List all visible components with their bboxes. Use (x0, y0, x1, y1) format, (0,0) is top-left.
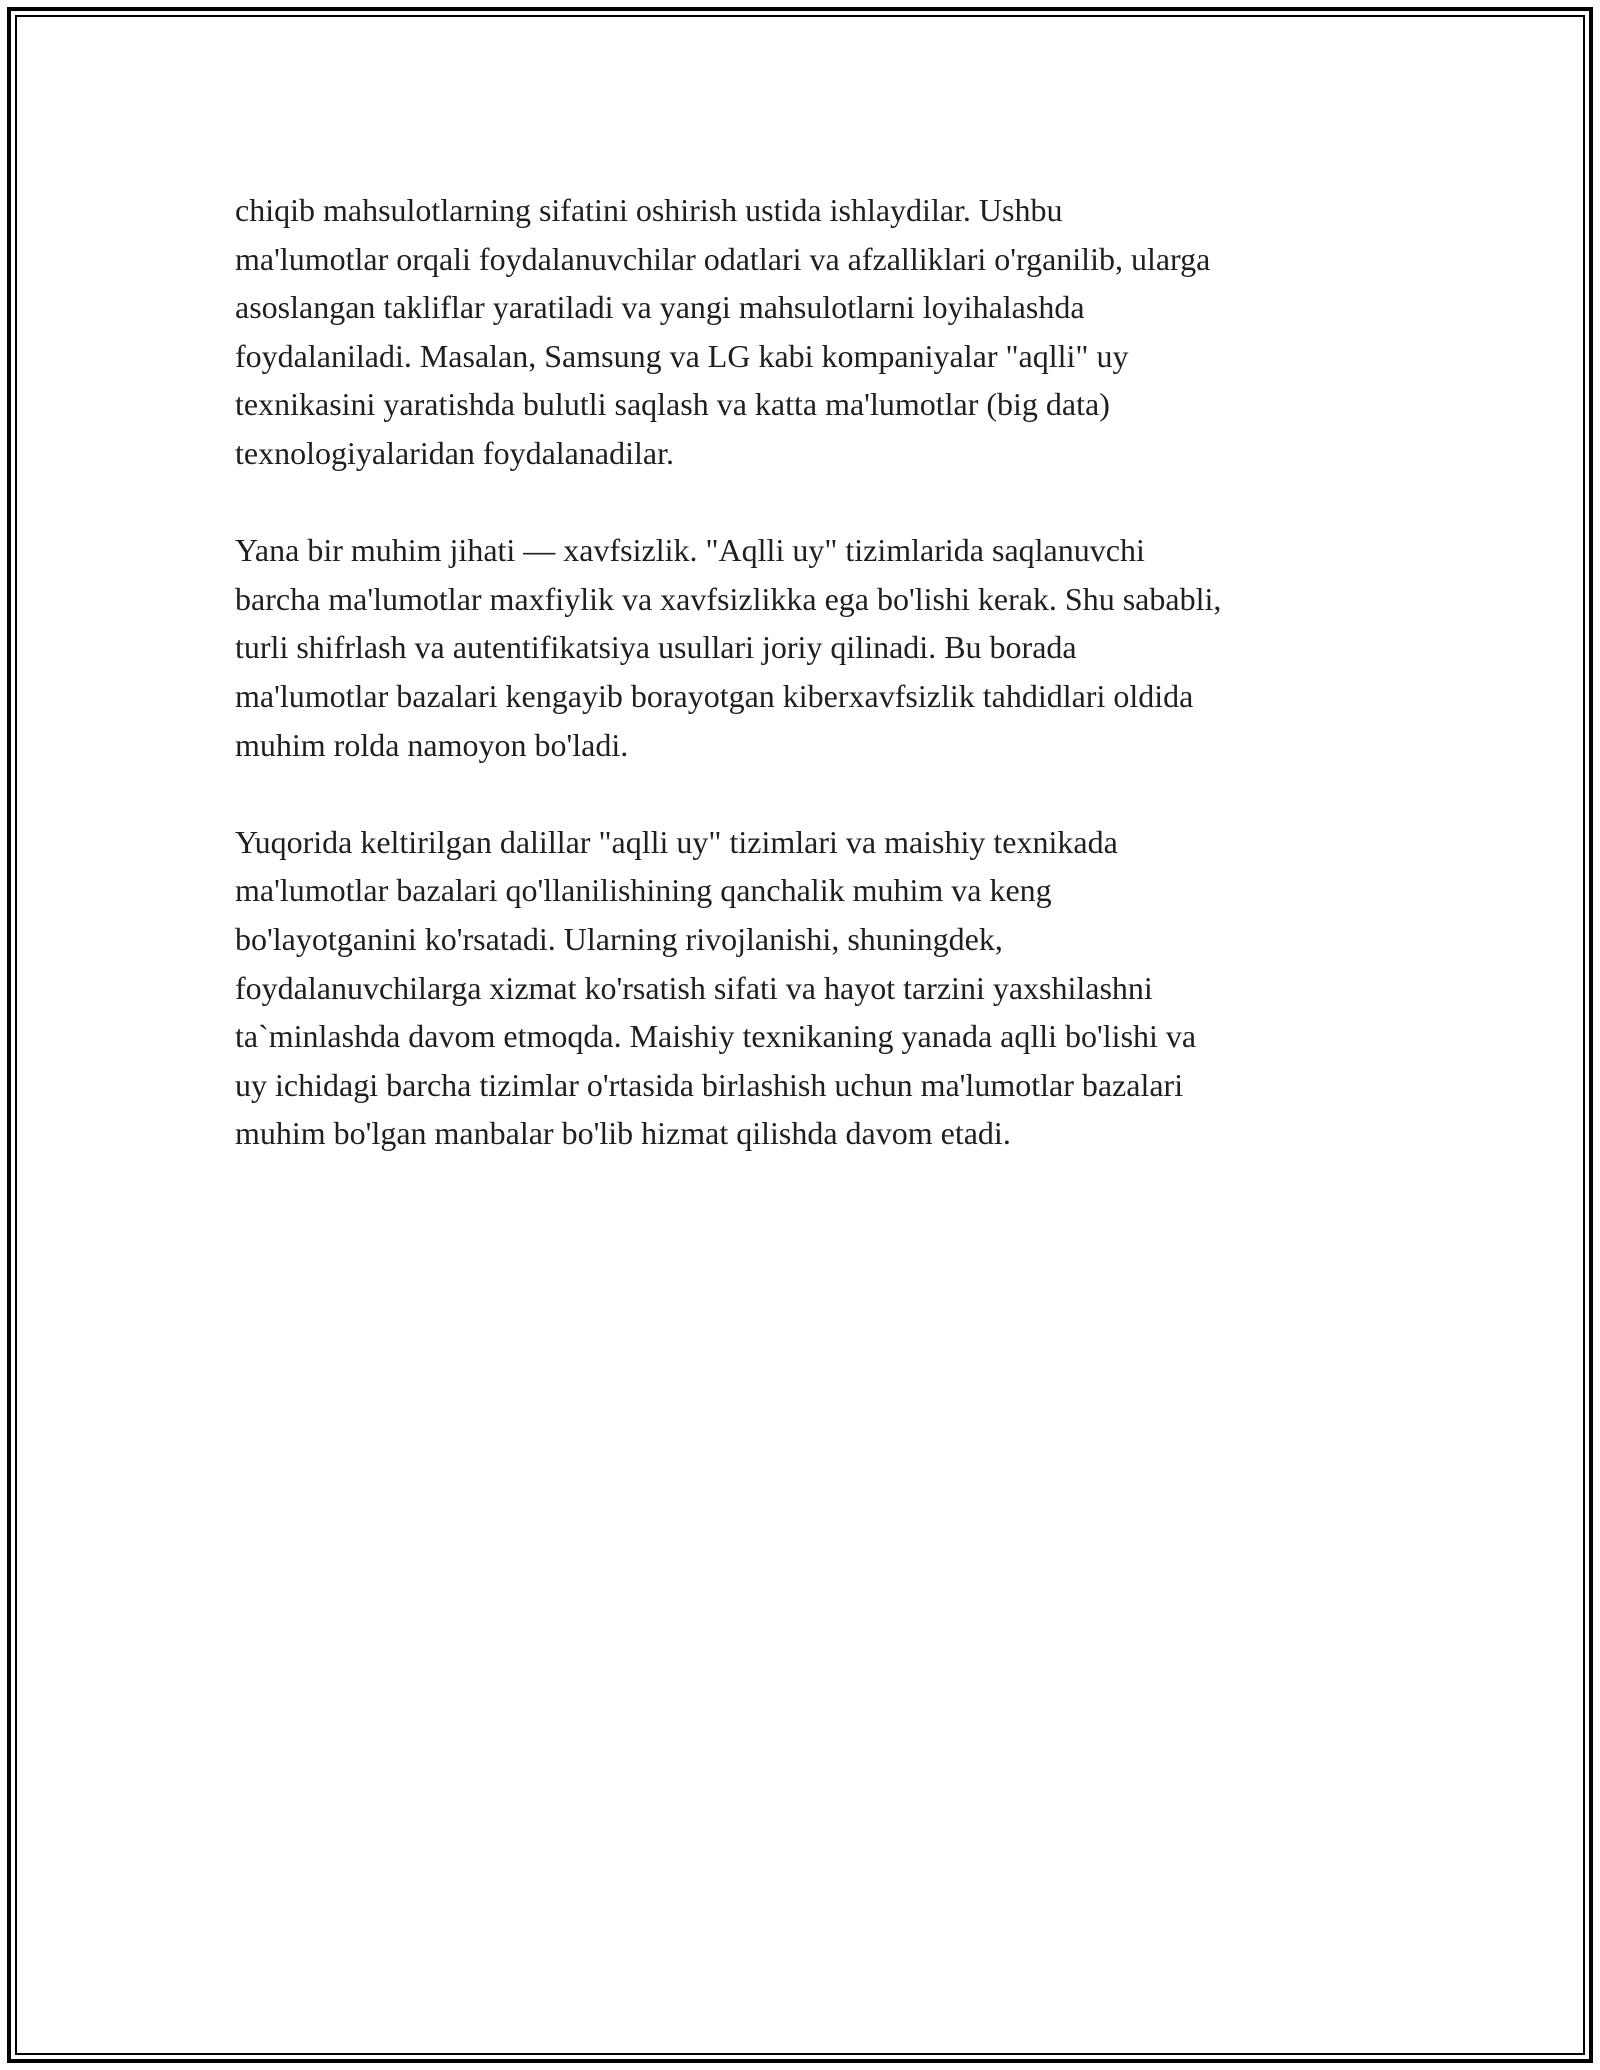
paragraph-1 (235, 186, 1385, 478)
text-line: ma'lumotlar bazalari qo'llanilishining qanchalik muhim va keng (235, 872, 1052, 909)
text-line: ta`minlashda davom etmoqda. Maishiy texnikaning yanada aqlli bo'lishi va (235, 1018, 1197, 1055)
text-line: muhim bo'lgan manbalar bo'lib hizmat qilishda davom etadi. (235, 1115, 1011, 1152)
text-line: ma'lumotlar orqali foydalanuvchilar odatlari va afzalliklari o'rganilib, ularga (235, 240, 1211, 277)
text-line: ma'lumotlar bazalari kengayib borayotgan kiberxavfsizlik tahdidlari oldida (235, 677, 1194, 714)
text-line: muhim rolda namoyon bo'ladi. (235, 726, 629, 763)
document-body (235, 186, 1385, 1158)
text-line: Yana bir muhim jihati — xavfsizlik. "Aqlli uy" tizimlarida saqlanuvchi (235, 532, 1145, 569)
text-line: bo'layotganini ko'rsatadi. Ularning rivojlanishi, shuningdek, (235, 920, 1003, 957)
text-line: turli shifrlash va autentifikatsiya usullari joriy qilinadi. Bu borada (235, 629, 1077, 666)
text-line: chiqib mahsulotlarning sifatini oshirish ustida ishlaydilar. Ushbu (235, 192, 1063, 228)
text-line: asoslangan takliflar yaratiladi va yangi mahsulotlarni loyihalashda (235, 289, 1085, 326)
text-line: uy ichidagi barcha tizimlar o'rtasida birlashish uchun ma'lumotlar bazalari (235, 1066, 1184, 1103)
text-line: foydalanuvchilarga xizmat ko'rsatish sifati va hayot tarzini yaxshilashni (235, 969, 1153, 1006)
text-line: Yuqorida keltirilgan dalillar "aqlli uy" tizimlari va maishiy texnikada (235, 823, 1118, 860)
text-line: texnikasini yaratishda bulutli saqlash va katta ma'lumotlar (big data) (235, 386, 1110, 423)
paragraph-2 (235, 526, 1385, 769)
paragraph-3 (235, 818, 1385, 1158)
text-line: barcha ma'lumotlar maxfiylik va xavfsizlikka ega bo'lishi kerak. Shu sababli, (235, 580, 1222, 617)
text-line: texnologiyalaridan foydalanadilar. (235, 434, 674, 471)
text-line: foydalaniladi. Masalan, Samsung va LG kabi kompaniyalar "aqlli" uy (235, 337, 1129, 374)
